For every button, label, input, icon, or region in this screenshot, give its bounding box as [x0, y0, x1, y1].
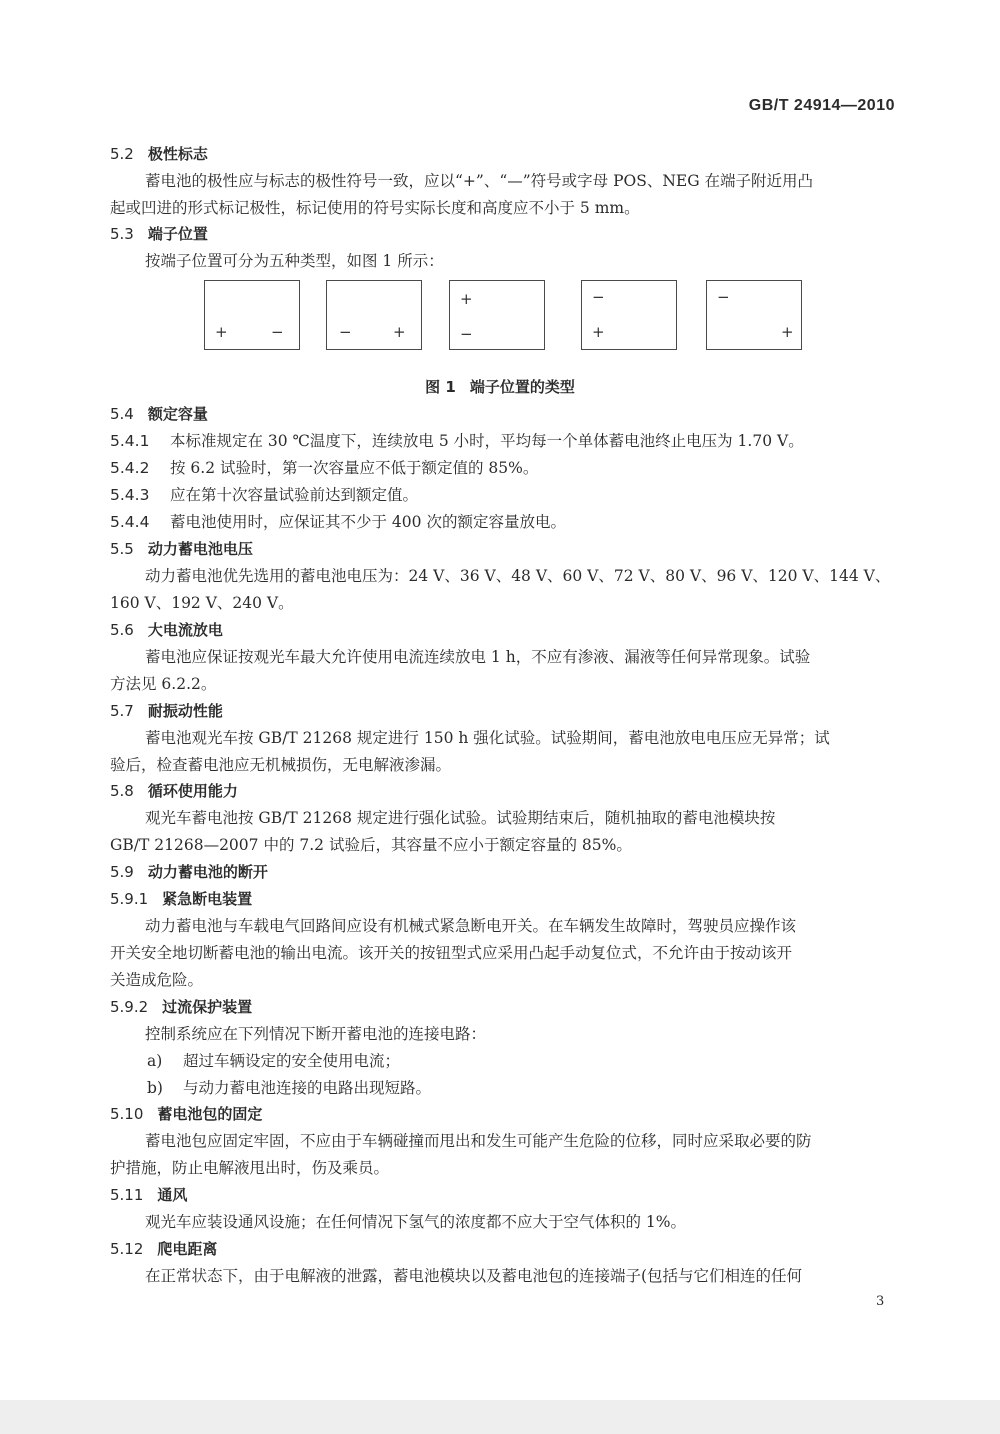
- section-heading: [110, 701, 223, 721]
- section-number: 5.11: [110, 1186, 144, 1204]
- section-title: 动力蓄电池电压: [147, 540, 253, 558]
- section-title: 过流保护装置: [162, 998, 253, 1016]
- paragraph-line: 开关安全地切断蓄电池的输出电流。该开关的按钮型式应采用凸起手动复位式，不允许由于按动该开: [110, 944, 793, 962]
- terminal-symbol: −: [592, 288, 605, 306]
- list-item-text: 超过车辆设定的安全使用电流；: [183, 1052, 401, 1070]
- paragraph-line: 观光车蓄电池按 GB/T 21268 规定进行强化试验。试验期结束后，随机抽取的蓄电池模块按: [145, 809, 776, 827]
- terminal-symbol: +: [781, 323, 794, 341]
- paragraph-line: GB/T 21268—2007 中的 7.2 试验后，其容量不应小于额定容量的 85%。: [110, 836, 632, 854]
- section-title: 爬电距离: [157, 1240, 218, 1258]
- figure-caption: [0, 376, 1000, 397]
- paragraph-line: 观光车应装设通风设施；在任何情况下氢气的浓度都不应大于空气体积的 1%。: [145, 1213, 687, 1231]
- section-title: 大电流放电: [147, 621, 223, 639]
- section-title: 紧急断电装置: [162, 890, 253, 908]
- terminal-symbol: −: [339, 323, 352, 341]
- clause-line: [110, 512, 566, 532]
- paragraph-line: 蓄电池应保证按观光车最大允许使用电流连续放电 1 h，不应有渗液、漏液等任何异常现象。试验: [145, 648, 811, 666]
- section-heading: [110, 404, 208, 424]
- clause-number: 5.4.3: [110, 486, 150, 504]
- terminal-symbol: +: [592, 323, 605, 341]
- paragraph-line: 蓄电池包应固定牢固，不应由于车辆碰撞而甩出和发生可能产生危险的位移，同时应采取必要的防: [145, 1132, 812, 1150]
- figure-label: 图 1: [425, 378, 456, 396]
- paragraph-line: 验后，检查蓄电池应无机械损伤，无电解液渗漏。: [110, 756, 452, 774]
- paragraph-line: 动力蓄电池与车载电气回路间应设有机械式紧急断电开关。在车辆发生故障时，驾驶员应操作该: [145, 917, 797, 935]
- terminal-box-type-4: [581, 280, 677, 350]
- clause-line: [110, 485, 418, 505]
- section-title: 耐振动性能: [147, 702, 223, 720]
- section-number: 5.9.1: [110, 890, 149, 908]
- section-heading: [110, 889, 252, 909]
- section-title: 端子位置: [147, 225, 208, 243]
- paragraph-line: 按端子位置可分为五种类型，如图 1 所示：: [145, 252, 444, 270]
- clause-text: 本标准规定在 30 ℃温度下，连续放电 5 小时，平均每一个单体蓄电池终止电压为 1.70 V。: [170, 432, 804, 450]
- figure-title: 端子位置的类型: [469, 378, 575, 396]
- paragraph-line: 关造成危险。: [110, 971, 204, 989]
- section-title: 极性标志: [147, 145, 208, 163]
- paragraph-line: 蓄电池观光车按 GB/T 21268 规定进行 150 h 强化试验。试验期间，蓄电池放电电压应无异常；试: [145, 729, 830, 747]
- terminal-position-figure: [204, 280, 804, 352]
- section-number: 5.9.2: [110, 998, 149, 1016]
- clause-number: 5.4.4: [110, 513, 150, 531]
- section-number: 5.6: [110, 621, 134, 639]
- terminal-symbol: −: [271, 323, 284, 341]
- standard-code: GB/T 24914—2010: [748, 97, 895, 114]
- clause-text: 蓄电池使用时，应保证其不少于 400 次的额定容量放电。: [170, 513, 566, 531]
- terminal-box-type-2: [326, 280, 422, 350]
- section-heading: [110, 781, 238, 801]
- section-number: 5.9: [110, 863, 134, 881]
- paragraph-line: 蓄电池的极性应与标志的极性符号一致，应以“+”、“—”符号或字母 POS、NEG 在端子附近用凸: [145, 172, 814, 190]
- section-heading: [110, 1239, 217, 1259]
- paragraph-line: 护措施，防止电解液甩出时，伤及乘员。: [110, 1159, 390, 1177]
- section-heading: [110, 224, 208, 244]
- section-number: 5.3: [110, 225, 134, 243]
- paragraph-line: 控制系统应在下列情况下断开蓄电池的连接电路：: [145, 1025, 487, 1043]
- clause-line: [110, 458, 538, 478]
- section-heading: [110, 862, 268, 882]
- section-number: 5.7: [110, 702, 134, 720]
- section-number: 5.10: [110, 1105, 144, 1123]
- paragraph-line: 在正常状态下，由于电解液的泄露，蓄电池模块以及蓄电池包的连接端子(包括与它们相连的任何: [145, 1267, 803, 1285]
- terminal-symbol: −: [460, 325, 473, 343]
- page-number: 3: [876, 1294, 885, 1309]
- section-number: 5.5: [110, 540, 134, 558]
- clause-text: 应在第十次容量试验前达到额定值。: [170, 486, 419, 504]
- section-number: 5.12: [110, 1240, 144, 1258]
- section-heading: [110, 620, 223, 640]
- section-number: 5.2: [110, 145, 134, 163]
- list-item-text: 与动力蓄电池连接的电路出现短路。: [183, 1079, 432, 1097]
- list-item: [147, 1051, 400, 1071]
- section-heading: [110, 1185, 187, 1205]
- section-heading: [110, 1104, 262, 1124]
- terminal-symbol: +: [460, 290, 473, 308]
- section-heading: [110, 144, 208, 164]
- paragraph-line: 160 V、192 V、240 V。: [110, 594, 294, 612]
- clause-text: 按 6.2 试验时，第一次容量应不低于额定值的 85%。: [170, 459, 539, 477]
- terminal-symbol: +: [393, 323, 406, 341]
- paragraph-line: 方法见 6.2.2。: [110, 675, 217, 693]
- clause-number: 5.4.2: [110, 459, 150, 477]
- terminal-box-type-1: [204, 280, 300, 350]
- section-heading: [110, 997, 252, 1017]
- terminal-symbol: +: [215, 323, 228, 341]
- list-item-label: b): [147, 1079, 163, 1097]
- list-item: [147, 1078, 431, 1098]
- clause-line: [110, 431, 804, 451]
- terminal-box-type-5: [706, 280, 802, 350]
- clause-number: 5.4.1: [110, 432, 150, 450]
- list-item-label: a): [147, 1052, 163, 1070]
- section-title: 额定容量: [147, 405, 208, 423]
- section-number: 5.8: [110, 782, 134, 800]
- section-title: 通风: [157, 1186, 188, 1204]
- paragraph-line: 动力蓄电池优先选用的蓄电池电压为：24 V、36 V、48 V、60 V、72 V、80 V、96 V、120 V、144 V、: [145, 567, 891, 585]
- paragraph-line: 起或凹进的形式标记极性，标记使用的符号实际长度和高度应不小于 5 mm。: [110, 199, 640, 217]
- section-title: 循环使用能力: [147, 782, 238, 800]
- section-heading: [110, 539, 253, 559]
- viewer-bottom-bar: [0, 1400, 1000, 1434]
- terminal-symbol: −: [717, 288, 730, 306]
- section-title: 动力蓄电池的断开: [147, 863, 268, 881]
- terminal-box-type-3: [449, 280, 545, 350]
- section-title: 蓄电池包的固定: [157, 1105, 263, 1123]
- section-number: 5.4: [110, 405, 134, 423]
